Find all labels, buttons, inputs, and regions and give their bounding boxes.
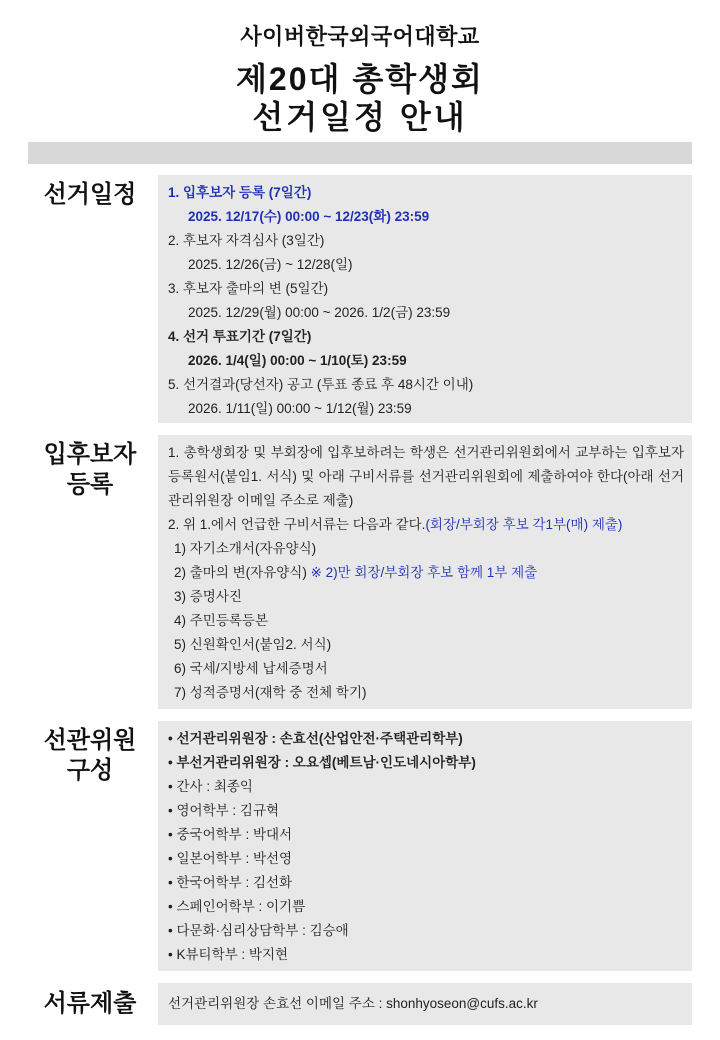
committee-member: • 다문화·심리상담학부 : 김승애 [168,919,684,943]
committee-member: • 중국어학부 : 박대서 [168,823,684,847]
committee-member: • 선거관리위원장 : 손효선(산업안전·주택관리학부) [168,727,684,751]
schedule-item-title: 5. 선거결과(당선자) 공고 (투표 종료 후 48시간 이내) [168,377,474,392]
page-title-line2: 선거일정 안내 [252,99,468,135]
committee-member: • 부선거관리위원장 : 오요셉(베트남·인도네시아학부) [168,751,684,775]
submission-box [158,983,692,1025]
committee-member: • 간사 : 최종익 [168,775,684,799]
schedule-item-title: 2. 후보자 자격심사 (3일간) [168,233,325,248]
registration-paragraph-2 [168,513,684,537]
document-list-item: 5) 신원확인서(붙임2. 서식) [174,637,332,652]
submission-label: 서류제출 [43,990,137,1017]
header-divider-bar [28,142,692,164]
committee-label-line1: 선관위원 [43,727,137,754]
document-list-item [168,561,684,585]
registration-box [158,435,692,709]
schedule-item-date: 2025. 12/26(금) ~ 12/28(일) [188,257,353,272]
document-list-item: 1) 자기소개서(자유양식) [174,541,317,556]
registration-label [28,440,152,500]
document-list-item: 4) 주민등록등본 [174,613,269,628]
committee-member: • 영어학부 : 김규혁 [168,799,684,823]
registration-label-line2: 등록 [66,471,114,498]
document-list-item: 7) 성적증명서(재학 중 전체 학기) [174,685,367,700]
registration-label-line1: 입후보자 [43,441,137,468]
schedule-item-date: 2026. 1/4(일) 00:00 ~ 1/10(토) 23:59 [188,353,407,368]
committee-member: • 스페인어학부 : 이기쁨 [168,895,684,919]
registration-paragraph-2-note: (회장/부회장 후보 각1부(매) 제출) [425,517,623,532]
committee-label-line2: 구성 [66,757,114,784]
school-name: 사이버한국외국어대학교 [240,24,480,49]
committee-box [158,721,692,971]
schedule-item-title: 4. 선거 투표기간 (7일간) [168,329,312,344]
page-title-line1: 제20대 총학생회 [236,61,484,97]
schedule-item-title: 3. 후보자 출마의 변 (5일간) [168,281,329,296]
committee-member: • 한국어학부 : 김선화 [168,871,684,895]
document-list-item: 3) 증명사진 [174,589,242,604]
committee-member: • K뷰티학부 : 박지현 [168,943,684,967]
schedule-box [158,175,692,423]
document-list-item: 6) 국세/지방세 납세증명서 [174,661,328,676]
document-list-item-text: 2) 출마의 변(자유양식) [174,565,311,580]
submission-email-text: 선거관리위원장 손효선 이메일 주소 : shonhyoseon@cufs.ac.kr [168,996,538,1011]
schedule-item-date: 2025. 12/17(수) 00:00 ~ 12/23(화) 23:59 [188,209,430,224]
schedule-item-date: 2026. 1/11(일) 00:00 ~ 1/12(월) 23:59 [188,401,412,416]
schedule-item-title: 1. 입후보자 등록 (7일간) [168,185,312,200]
schedule-label: 선거일정 [43,181,137,208]
committee-label [28,726,152,786]
committee-member: • 일본어학부 : 박선영 [168,847,684,871]
registration-paragraph-1: 1. 총학생회장 및 부회장에 입후보하려는 학생은 선거관리위원회에서 교부하는 입후보자 등록원서(붙임1. 서식) 및 아래 구비서류를 선거관리위원회에 제출하여야 한다(아래 선거관리위원장 이메일 주소로 제출) [168,445,684,508]
document-list-item-note: ※ 2)만 회장/부회장 후보 함께 1부 제출 [310,565,538,580]
schedule-item-date: 2025. 12/29(월) 00:00 ~ 2026. 1/2(금) 23:59 [188,305,451,320]
registration-paragraph-2-text: 2. 위 1.에서 언급한 구비서류는 다음과 같다. [168,517,426,532]
